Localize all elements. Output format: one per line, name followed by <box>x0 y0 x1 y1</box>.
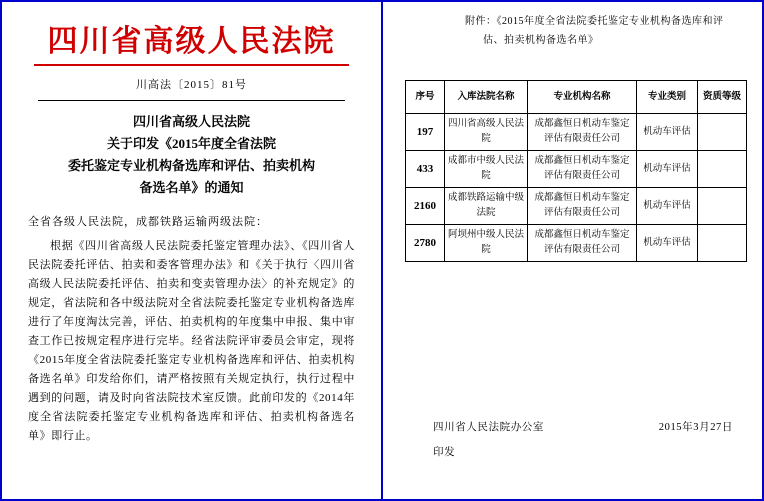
header-level: 资质等级 <box>698 81 747 114</box>
header-org: 专业机构名称 <box>528 81 637 114</box>
cell-level <box>698 188 747 225</box>
cell-seq: 433 <box>406 151 445 188</box>
cell-category: 机动车评估 <box>637 188 698 225</box>
table-header-row <box>406 81 747 114</box>
cell-org: 成都鑫恒日机动车鉴定评估有限责任公司 <box>528 114 637 151</box>
footer-date: 2015年3月27日 <box>658 422 733 433</box>
registry-table <box>405 80 747 262</box>
red-divider <box>34 64 349 66</box>
cell-category: 机动车评估 <box>637 225 698 262</box>
document-title <box>28 111 355 199</box>
attachment-note <box>465 12 755 50</box>
table-row <box>406 151 747 188</box>
cell-level <box>698 151 747 188</box>
cell-court: 四川省高级人民法院 <box>445 114 528 151</box>
salutation: 全省各级人民法院，成都铁路运输两级法院： <box>28 216 268 228</box>
footer-issuer: 四川省人民法院办公室 <box>433 422 544 433</box>
table-row <box>406 225 747 262</box>
header-court: 入库法院名称 <box>445 81 528 114</box>
title-line-4: 备选名单》的通知 <box>139 180 244 195</box>
cell-seq: 2780 <box>406 225 445 262</box>
table-row <box>406 114 747 151</box>
cell-org: 成都鑫恒日机动车鉴定评估有限责任公司 <box>528 151 637 188</box>
right-page <box>382 0 764 501</box>
document-footer <box>433 419 733 459</box>
cell-seq: 197 <box>406 114 445 151</box>
cell-org: 成都鑫恒日机动车鉴定评估有限责任公司 <box>528 225 637 262</box>
attachment-note-line-1: 附件：《2015年度全省法院委托鉴定专业机构备选库和评 <box>465 16 724 27</box>
thin-divider <box>38 100 345 101</box>
body-text <box>28 237 355 446</box>
header-seq: 序号 <box>406 81 445 114</box>
body-paragraph: 根据《四川省高级人民法院委托鉴定管理办法》、《四川省人民法院委托评估、拍卖和委客管理办法》和《关于执行〈四川省高级人民法院委托评估、拍卖和变卖管理办法〉的补充规定》的规定，省法院和各中级法院对全省法院委托鉴定专业机构备选库进行了年度淘汰完善，评估、拍卖机构的年度集中申报、集中审查工作已按规定程序进行完毕。经省法院评审委员会审定，现将《2015年度全省法院委托鉴定专业机构备选库和评估、拍卖机构备选名单》印发给你们，请严格按照有关规定执行，执行过程中遇到的问题，请及时向省法院技术室反馈。此前印发的《2014年度全省法院委托鉴定专业机构备选库和评估、拍卖机构备选名单》即行止。 <box>28 240 355 442</box>
court-name-heading: 四川省高级人民法院 <box>47 25 336 58</box>
footer-row <box>433 419 733 434</box>
document-number: 川高法〔2015〕81号 <box>136 79 247 91</box>
attachment-note-line-2: 估、拍卖机构备选名单》 <box>483 35 599 46</box>
cell-court: 成都市中级人民法院 <box>445 151 528 188</box>
cell-seq: 2160 <box>406 188 445 225</box>
header-category: 专业类别 <box>637 81 698 114</box>
table-row <box>406 188 747 225</box>
cell-level <box>698 225 747 262</box>
title-line-3: 委托鉴定专业机构备选库和评估、拍卖机构 <box>67 158 315 173</box>
cell-category: 机动车评估 <box>637 114 698 151</box>
cell-level <box>698 114 747 151</box>
title-line-2: 关于印发《2015年度全省法院 <box>106 136 276 151</box>
footer-print-note: 印发 <box>433 447 456 458</box>
cell-org: 成都鑫恒日机动车鉴定评估有限责任公司 <box>528 188 637 225</box>
cell-court: 阿坝州中级人民法院 <box>445 225 528 262</box>
cell-category: 机动车评估 <box>637 151 698 188</box>
cell-court: 成都铁路运输中级法院 <box>445 188 528 225</box>
title-line-1: 四川省高级人民法院 <box>132 114 250 129</box>
